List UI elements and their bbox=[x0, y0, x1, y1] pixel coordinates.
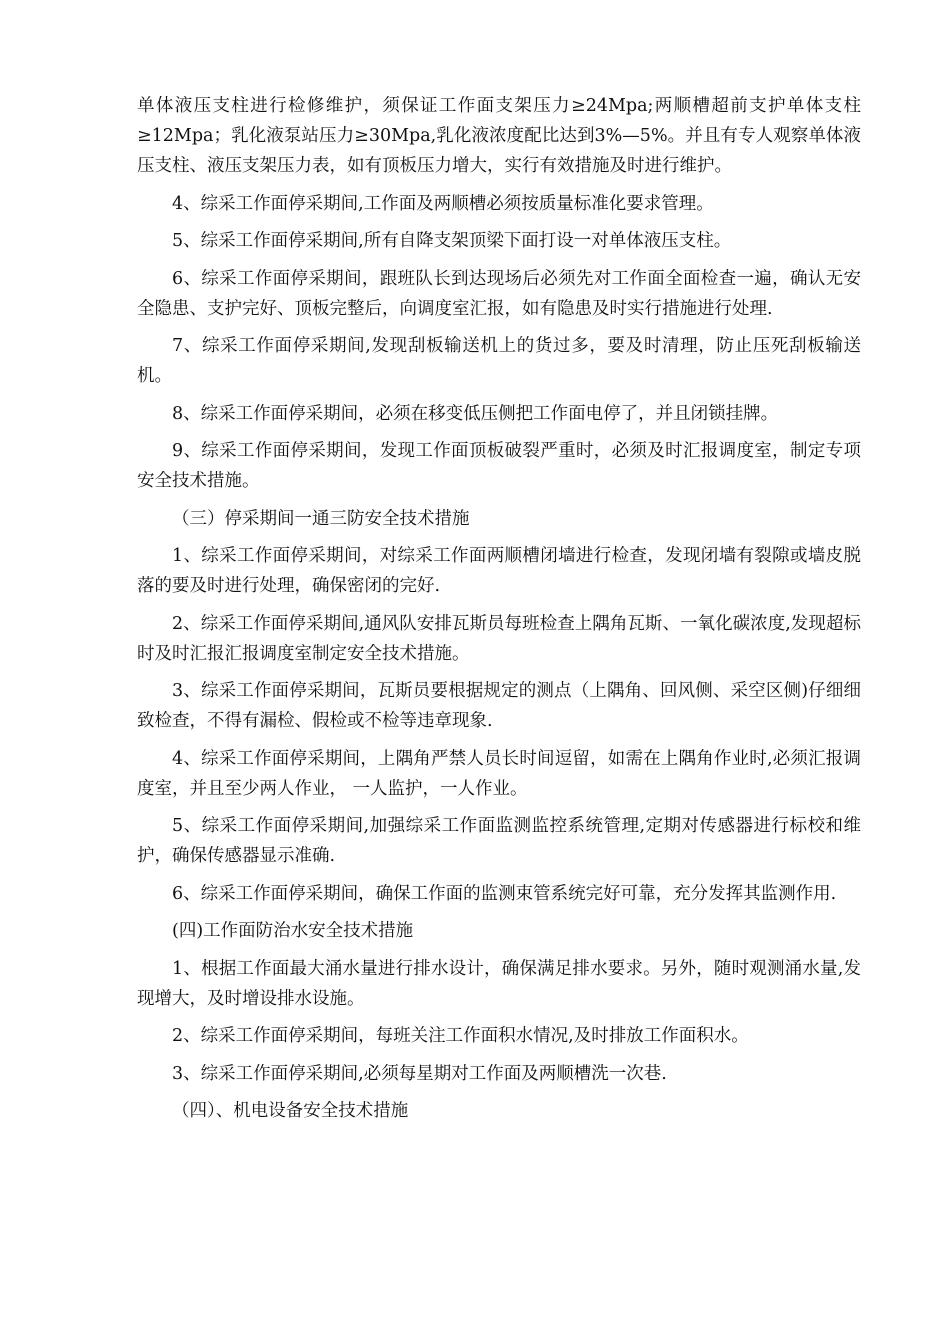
section-heading-water-control: (四)工作面防治水安全技术措施 bbox=[172, 921, 414, 941]
paragraph-item-8-power-lockout: 8、综采工作面停采期间，必须在移变低压侧把工作面电停了，并且闭锁挂牌。 bbox=[172, 403, 779, 424]
paragraph-vent-item-3-measuring-points: 3、综采工作面停采期间，瓦斯员要根据规定的测点（上隅角、回风侧、采空区侧)仔细细致检查，不得有漏检、假检或不检等违章现象. bbox=[137, 681, 861, 731]
section-heading-electromechanical: （四）、机电设备安全技术措施 bbox=[172, 1101, 409, 1121]
paragraph-vent-item-4-upper-corner: 4、综采工作面停采期间，上隅角严禁人员长时间逗留，如需在上隅角作业时,必须汇报调度室，并且至少两人作业， 一人监护，一人作业。 bbox=[137, 748, 861, 799]
document-body bbox=[137, 91, 861, 1134]
paragraph-water-item-2-accumulated-water: 2、综采工作面停采期间，每班关注工作面积水情况,及时排放工作面积水。 bbox=[172, 1026, 749, 1046]
section-heading-ventilation: （三）停采期间一通三防安全技术措施 bbox=[172, 508, 470, 529]
paragraph-vent-item-1-seal-walls: 1、综采工作面停采期间，对综采工作面两顺槽闭墙进行检查，发现闭墙有裂隙或墙皮脱落的要及时进行处理，确保密闭的完好. bbox=[137, 546, 861, 596]
paragraph-vent-item-6-beam-tube: 6、综采工作面停采期间，确保工作面的监测束管系统完好可靠，充分发挥其监测作用. bbox=[172, 883, 837, 904]
paragraph-vent-item-2-gas-check: 2、综采工作面停采期间,通风队安排瓦斯员每班检查上隅角瓦斯、一氧化碳浓度,发现超标时及时汇报汇报调度室制定安全技术措施。 bbox=[137, 613, 861, 664]
paragraph-item-7-conveyor: 7、综采工作面停采期间,发现刮板输送机上的货过多，要及时清理，防止压死刮板输送机。 bbox=[137, 336, 861, 386]
paragraph-item-5-single-props: 5、综采工作面停采期间,所有自降支架顶梁下面打设一对单体液压支柱。 bbox=[172, 231, 732, 251]
paragraph-item-6-inspection: 6、综采工作面停采期间，跟班队长到达现场后必须先对工作面全面检查一遍，确认无安全隐患、支护完好、顶板完整后，向调度室汇报，如有隐患及时实行措施进行处理. bbox=[137, 268, 861, 319]
paragraph-item-4-quality-standard: 4、综采工作面停采期间,工作面及两顺槽必须按质量标准化要求管理。 bbox=[172, 193, 714, 214]
paragraph-water-item-3-roadway-wash: 3、综采工作面停采期间,必须每星期对工作面及两顺槽洗一次巷. bbox=[172, 1063, 667, 1084]
paragraph-hydraulic-support-maintenance: 单体液压支柱进行检修维护，须保证工作面支架压力≥24Mpa;两顺槽超前支护单体支柱≥12Mpa；乳化液泵站压力≥30Mpa,乳化液浓度配比达到3%—5%。并且有专人观察单体液压支柱、液压支架压力表，如有顶板压力增大，实行有效措施及时进行维护。 bbox=[137, 96, 861, 176]
paragraph-water-item-1-drainage: 1、根据工作面最大涌水量进行排水设计，确保满足排水要求。另外，随时观测涌水量,发现增大，及时增设排水设施。 bbox=[137, 958, 861, 1009]
paragraph-vent-item-5-monitoring: 5、综采工作面停采期间,加强综采工作面监测监控系统管理,定期对传感器进行标校和维护，确保传感器显示准确. bbox=[137, 816, 861, 866]
paragraph-item-9-roof-fracture: 9、综采工作面停采期间，发现工作面顶板破裂严重时，必须及时汇报调度室，制定专项安全技术措施。 bbox=[137, 441, 861, 491]
